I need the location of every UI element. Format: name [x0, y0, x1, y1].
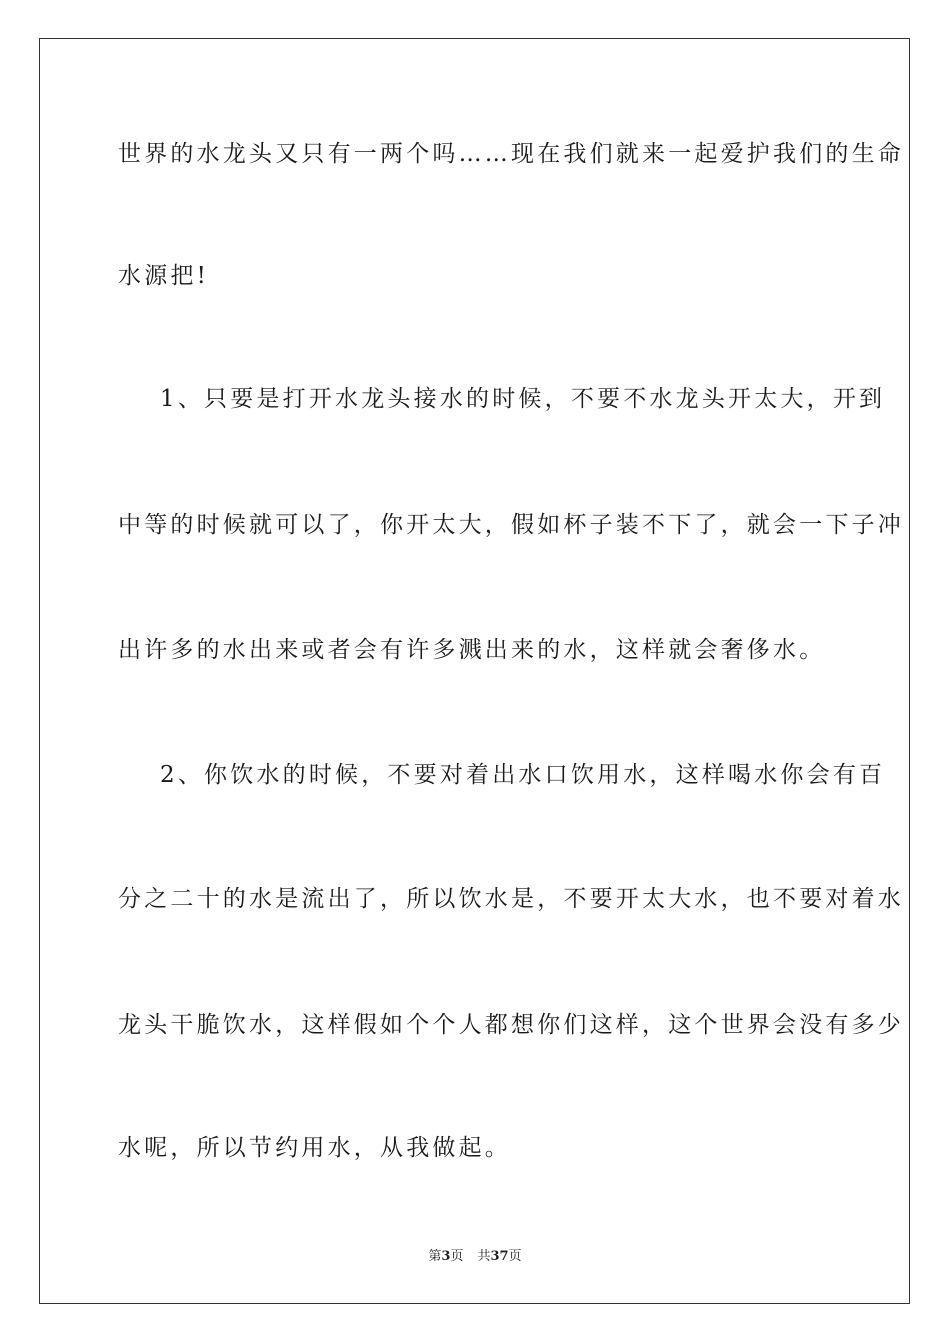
total-suffix: 页: [508, 1249, 522, 1264]
text-line-3: 1、只要是打开水龙头接水的时候，不要不水龙头开太大，开到: [160, 386, 886, 412]
text-line-8: 龙头干脆饮水，这样假如个个人都想你们这样，这个世界会没有多少: [118, 1012, 904, 1038]
text-line-6: 2、你饮水的时候，不要对着出水口饮用水，这样喝水你会有百: [160, 762, 886, 788]
text-line-1: 世界的水龙头又只有一两个吗……现在我们就来一起爱护我们的生命: [118, 141, 904, 167]
page-suffix: 页: [450, 1249, 464, 1264]
page-frame: [39, 38, 910, 1304]
text-line-7: 分之二十的水是流出了，所以饮水是，不要开太大水，也不要对着水: [118, 886, 904, 912]
text-line-9: 水呢，所以节约用水，从我做起。: [118, 1135, 511, 1161]
total-pages: 37: [490, 1249, 509, 1264]
page-number: 3: [441, 1249, 451, 1264]
text-line-2: 水源把!: [118, 263, 210, 289]
text-line-5: 出许多的水出来或者会有许多溅出来的水，这样就会奢侈水。: [118, 637, 826, 663]
text-line-4: 中等的时候就可以了，你开太大，假如杯子装不下了，就会一下子冲: [118, 512, 904, 538]
page-footer: [0, 1248, 950, 1266]
total-prefix: 共: [477, 1249, 491, 1264]
page-prefix: 第: [428, 1249, 442, 1264]
